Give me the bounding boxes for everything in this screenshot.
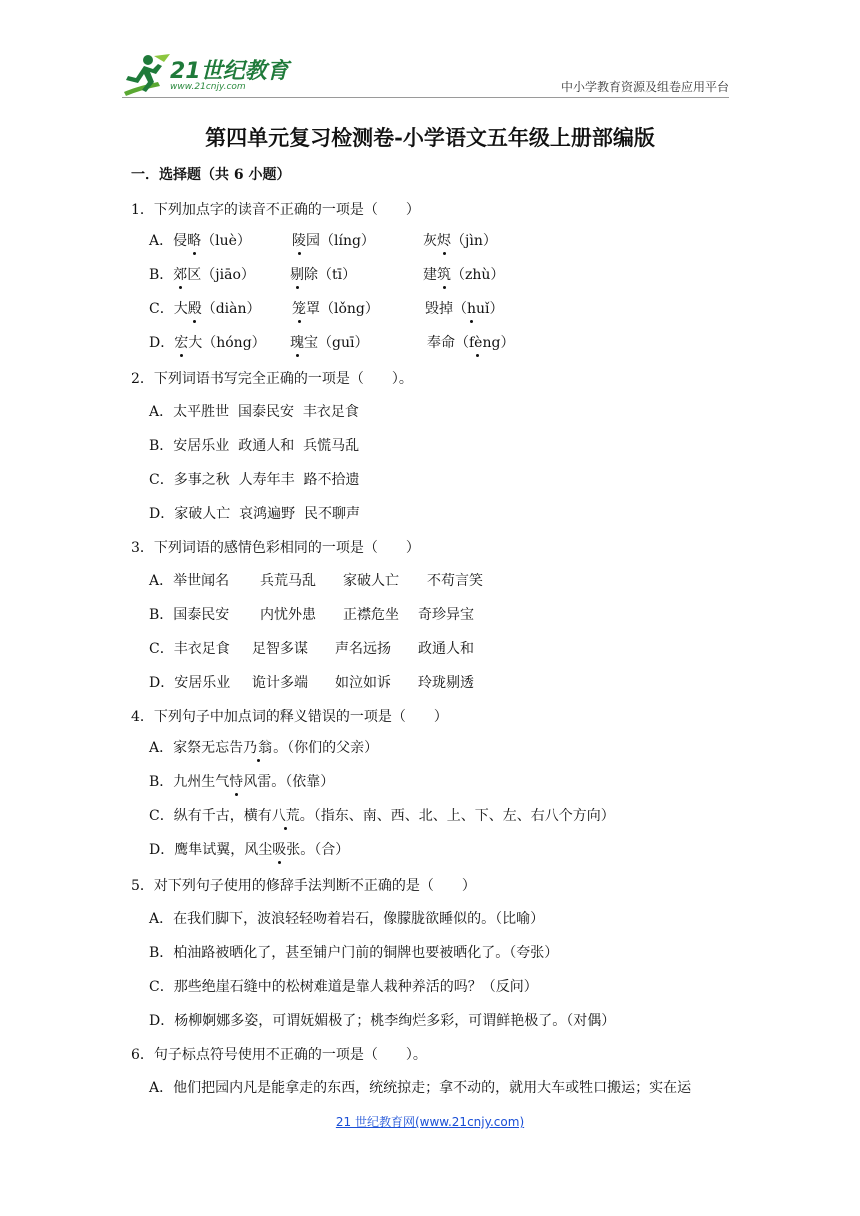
page-footer bbox=[0, 1113, 860, 1130]
q3-option-c-3: 声名远扬 bbox=[335, 641, 391, 657]
q3-option-d-4: 玲珑剔透 bbox=[418, 675, 474, 691]
question-6-stem: 6．句子标点符号使用不正确的一项是（ ）。 bbox=[131, 1047, 427, 1063]
q2-option-d: D．家破人亡 哀鸿遍野 民不聊声 bbox=[149, 506, 361, 522]
q3-option-a-1: A．举世闻名 bbox=[149, 573, 230, 589]
q3-option-d-1: D．安居乐业 bbox=[149, 675, 231, 691]
question-1-stem: 1．下列加点字的读音不正确的一项是（ ） bbox=[131, 202, 420, 218]
section-heading: 一．选择题（共 6 小题） bbox=[131, 167, 291, 183]
q1-option-d-2: 瑰宝（guī） bbox=[290, 332, 368, 352]
q5-option-b: B．柏油路被晒化了，甚至铺户门前的铜牌也要被晒化了。（夸张） bbox=[149, 945, 559, 961]
page-title: 第四单元复习检测卷-小学语文五年级上册部编版 bbox=[205, 125, 655, 150]
q1-option-d-3: 奉命（fèng） bbox=[427, 332, 514, 352]
q3-option-b-2: 内忧外患 bbox=[260, 607, 316, 623]
q4-option-a: A．家祭无忘告乃翁。（你们的父亲） bbox=[149, 737, 378, 757]
q3-option-a-2: 兵荒马乱 bbox=[260, 573, 316, 589]
header-divider bbox=[122, 97, 729, 98]
logo bbox=[118, 52, 298, 102]
platform-label: 中小学教育资源及组卷应用平台 bbox=[560, 80, 729, 94]
question-4-stem: 4．下列句子中加点词的释义错误的一项是（ ） bbox=[131, 709, 448, 725]
q1-option-c: C．大殿（diàn） bbox=[149, 298, 261, 318]
q5-option-c: C．那些绝崖石缝中的松树难道是靠人栽种养活的吗？（反问） bbox=[149, 979, 538, 995]
q1-option-b-2: 剔除（tī） bbox=[290, 264, 356, 284]
q3-option-c-2: 足智多谋 bbox=[252, 641, 308, 657]
q1-option-a-2: 陵园（líng） bbox=[292, 230, 375, 250]
footer-link[interactable]: 21 世纪教育网(www.21cnjy.com) bbox=[335, 1115, 525, 1129]
question-3-stem: 3．下列词语的感情色彩相同的一项是（ ） bbox=[131, 540, 420, 556]
q2-option-c: C．多事之秋 人寿年丰 路不拾遗 bbox=[149, 472, 360, 488]
q6-option-a: A．他们把园内凡是能拿走的东西，统统掠走；拿不动的，就用大车或牲口搬运；实在运 bbox=[149, 1080, 692, 1096]
q2-option-b: B．安居乐业 政通人和 兵慌马乱 bbox=[149, 438, 360, 454]
q1-option-b: B．郊区（jiāo） bbox=[149, 264, 255, 284]
q3-option-d-2: 诡计多端 bbox=[252, 675, 308, 691]
question-2-stem: 2．下列词语书写完全正确的一项是（ ）。 bbox=[131, 371, 413, 387]
q3-option-d-3: 如泣如诉 bbox=[335, 675, 391, 691]
q3-option-b-1: B．国泰民安 bbox=[149, 607, 230, 623]
q3-option-b-3: 正襟危坐 bbox=[343, 607, 399, 623]
page-header bbox=[0, 0, 860, 110]
q3-option-c-1: C．丰衣足食 bbox=[149, 641, 230, 657]
q2-option-a: A．太平胜世 国泰民安 丰衣足食 bbox=[149, 404, 359, 420]
q4-option-b: B．九州生气恃风雷。（依靠） bbox=[149, 771, 334, 791]
q3-option-a-3: 家破人亡 bbox=[343, 573, 399, 589]
q3-option-b-4: 奇珍异宝 bbox=[418, 607, 474, 623]
q5-option-d: D．杨柳婀娜多姿，可谓妩媚极了；桃李绚烂多彩，可谓鲜艳极了。（对偶） bbox=[149, 1013, 616, 1029]
runner-logo-icon bbox=[118, 52, 172, 98]
q1-option-d: D．宏大（hóng） bbox=[149, 332, 266, 352]
q3-option-a-4: 不苟言笑 bbox=[427, 573, 483, 589]
logo-url: www.21cnjy.com bbox=[170, 82, 246, 92]
q4-option-c: C．纵有千古，横有八荒。（指东、南、西、北、上、下、左、右八个方向） bbox=[149, 805, 615, 825]
q1-option-a-3: 灰烬（jìn） bbox=[423, 230, 497, 250]
q5-option-a: A．在我们脚下，波浪轻轻吻着岩石，像朦胧欲睡似的。（比喻） bbox=[149, 911, 545, 927]
q4-option-d: D．鹰隼试翼，风尘吸张。（合） bbox=[149, 839, 349, 859]
q1-option-c-2: 笼罩（lǒng） bbox=[292, 298, 379, 318]
q1-option-b-3: 建筑（zhù） bbox=[423, 264, 504, 284]
q1-option-c-3: 毁掉（huǐ） bbox=[425, 298, 504, 318]
q3-option-c-4: 政通人和 bbox=[418, 641, 474, 657]
q1-option-a: A．侵略（luè） bbox=[149, 230, 251, 250]
question-5-stem: 5．对下列句子使用的修辞手法判断不正确的是（ ） bbox=[131, 878, 476, 894]
logo-text: 21世纪教育 bbox=[170, 59, 289, 84]
